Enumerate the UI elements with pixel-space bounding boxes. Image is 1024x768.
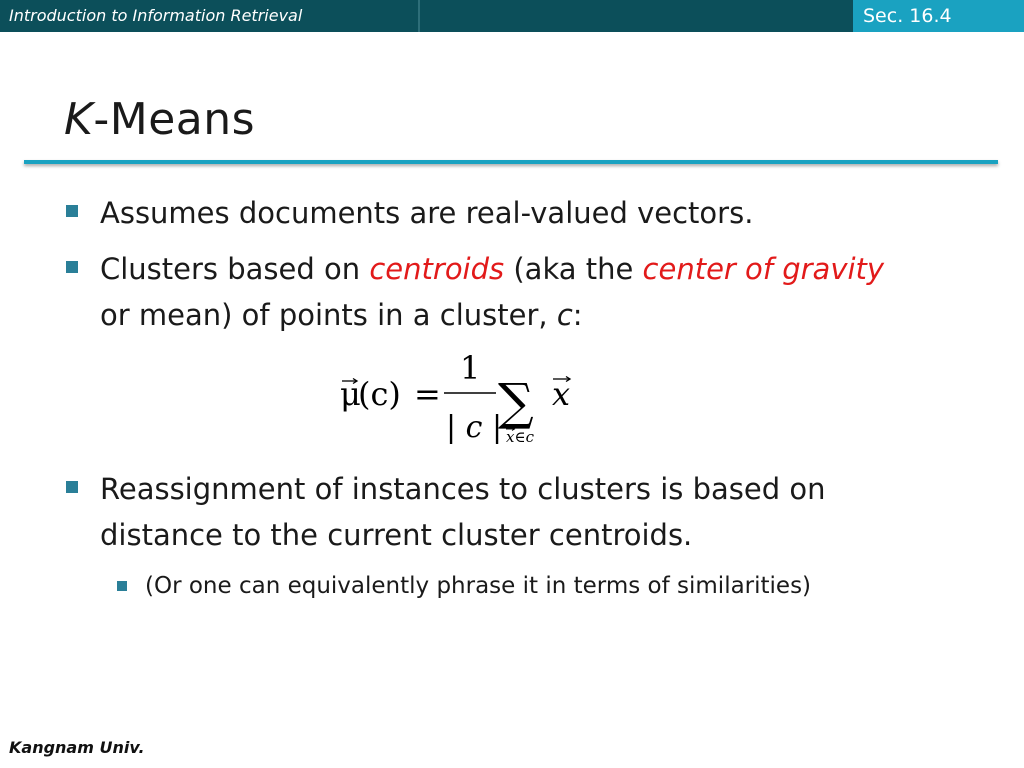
square-bullet-icon (66, 205, 78, 217)
bullet-2-part2: (aka the (504, 252, 643, 286)
square-bullet-icon (66, 481, 78, 493)
section-label: Sec. 16.4 (863, 5, 952, 27)
square-bullet-icon (117, 581, 127, 591)
bullet-item-3 (100, 466, 960, 558)
formula-numerator: 1 (460, 349, 481, 387)
summation-icon: ∑ (498, 373, 534, 431)
formula-mu: μ (340, 375, 361, 413)
formula-equals: = (414, 375, 441, 413)
formula-x: x (552, 375, 571, 413)
title-underline (24, 160, 998, 164)
term-center-of-gravity: center of gravity (642, 252, 885, 286)
footer-label: Kangnam Univ. (9, 738, 145, 757)
course-title: Introduction to Information Retrieval (9, 6, 303, 25)
header-divider (418, 0, 420, 32)
formula-denominator: | c | (446, 410, 503, 445)
square-bullet-icon (66, 261, 78, 273)
bullet-2-colon: : (572, 298, 583, 332)
bullet-2-line2: or mean) of points in a cluster, (100, 298, 557, 332)
sub-bullet-item-1 (145, 568, 965, 604)
header-bar (0, 0, 1024, 32)
slide-title (64, 92, 255, 148)
sub-bullet-text-1: (Or one can equivalently phrase it in terms of similarities) (145, 573, 812, 599)
bullet-item-1 (100, 190, 960, 236)
term-centroids: centroids (369, 252, 505, 286)
var-c: c (556, 298, 573, 332)
bullet-3-line1: Reassignment of instances to clusters is based on (100, 472, 826, 506)
centroid-formula (336, 343, 586, 453)
section-badge (853, 0, 1024, 32)
bullet-item-2 (100, 246, 960, 338)
bullet-text-1: Assumes documents are real-valued vectors. (100, 196, 754, 230)
bullet-2-part1: Clusters based on (100, 252, 370, 286)
title-rest: -Means (93, 94, 256, 145)
formula-subscript: x∈c (506, 428, 534, 446)
title-k: K (64, 94, 94, 145)
formula-arg: (c) (358, 375, 401, 413)
bullet-3-line2: distance to the current cluster centroids. (100, 518, 693, 552)
